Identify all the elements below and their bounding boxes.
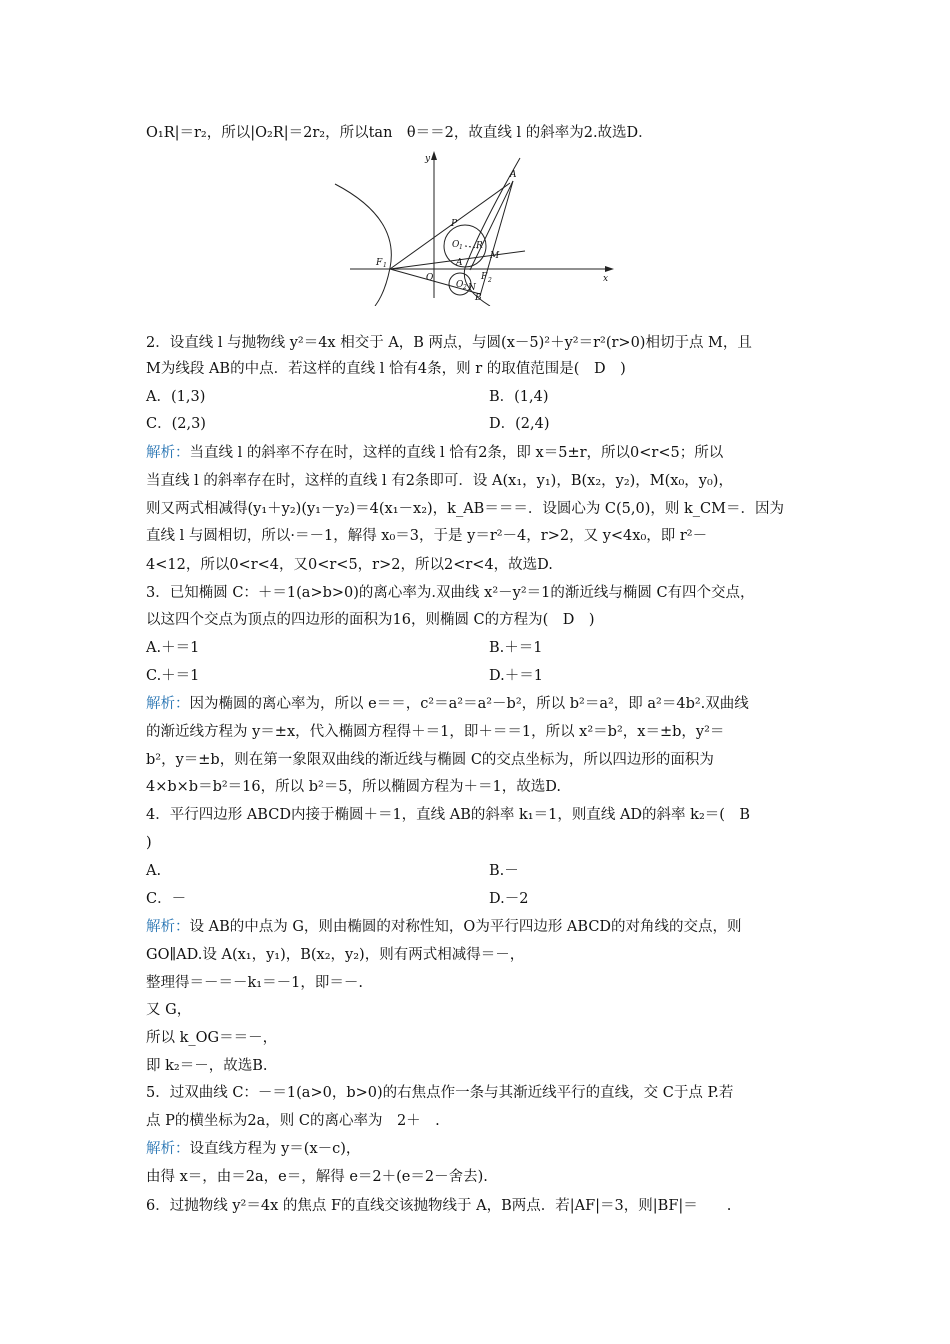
q2-solution-line-4: 直线 l 与圆相切，所以·＝－1，解得 x₀＝3，于是 y＝r²－4，r>2，又 y<4x₀，即 r²－ [146,528,708,544]
hyperbola-left-branch [335,184,391,306]
q4-solution-line-6: 即 k₂＝－，故选B. [146,1058,268,1074]
geometry-figure [330,148,630,306]
q4-solution-line-5: 所以 k_OG＝＝－， [146,1030,278,1046]
label-f1-sub: 1 [383,262,387,269]
text-line: O₁R|＝r₂，所以|O₂R|＝2r₂，所以tan θ＝＝2，故直线 l 的斜率为2.故选D． [146,125,653,141]
question-6-line-1: 6．过抛物线 y²＝4x 的焦点 F的直线交该抛物线于 A，B两点．若|AF|＝3，则|BF|＝ . [146,1198,732,1214]
question-4-line-1: 4．平行四边形 ABCD内接于椭圆＋＝1，直线 AB的斜率 k₁＝1，则直线 AD的斜率 k₂＝( B [146,807,751,823]
q3-solution-line-4: 4×b×b＝b²＝16，所以 b²＝5，所以椭圆方程为＋＝1，故选D. [146,779,562,795]
q3-option-a: A.＋＝1 [146,640,200,656]
question-5-line-1: 5．过双曲线 C：－＝1(a>0，b>0)的右焦点作一条与其渐近线平行的直线，交 C于点 P.若 [146,1085,734,1101]
label-o2: O [456,280,464,290]
question-5-line-2: 点 P的横坐标为2a，则 C的离心率为 2＋ . [146,1113,440,1129]
label-o1: O [452,240,460,250]
q5-solution-line-1 [146,1139,360,1159]
q2-option-a: A．(1,3) [146,389,206,405]
label-f2-sub: 2 [488,277,492,284]
label-r: R [476,241,483,251]
q3-solution-line-1 [146,694,749,714]
label-n: N [468,283,476,293]
label-f2: F [481,272,488,282]
q4-option-c: C．－ [146,891,187,907]
q4-option-a: A. [146,863,162,879]
q2-solution-line-2: 当直线 l 的斜率存在时，这样的直线 l 有2条即可．设 A(x₁，y₁)，B(x₂，y₂)，M(x₀，y₀)， [146,473,733,489]
label-m: M [490,251,500,261]
q4-option-b: B.－ [489,863,519,879]
solution-label: 解析： [146,919,190,935]
label-a2: A [456,258,463,268]
label-y: y [425,154,431,164]
label-a: A [510,170,517,180]
solution-label: 解析： [146,1141,190,1157]
q4-solution-line-2: GO∥AD.设 A(x₁，y₁)，B(x₂，y₂)，则有两式相减得＝－， [146,947,525,963]
q3-solution-line-3: b²，y＝±b，则在第一象限双曲线的渐近线与椭圆 C的交点坐标为，所以四边形的面积为 [146,752,714,768]
q5-solution-line-2: 由得 x＝，由＝2a，e＝，解得 e＝2＋(e＝2－舍去). [146,1169,488,1185]
q3-solution-line-2: 的渐近线方程为 y＝±x，代入椭圆方程得＋＝1，即＋＝＝1，所以 x²＝b²，x＝±b，y²＝ [146,724,725,740]
label-o: O [426,273,434,283]
label-x: x [603,274,609,284]
q4-option-d: D.－2 [489,891,529,907]
solution-text: 当直线 l 的斜率不存在时，这样的直线 l 恰有2条，即 x＝5±r，所以0<r<5；所以 [189,445,724,461]
solution-text: 因为椭圆的离心率为，所以 e＝＝，c²＝a²＝a²－b²，所以 b²＝a²，即 a²＝4b².双曲线 [189,696,749,712]
q3-option-d: D.＋＝1 [489,668,543,684]
q2-option-c: C．(2,3) [146,416,206,432]
q4-solution-line-4: 又 G， [146,1002,192,1018]
solution-label: 解析： [146,445,190,461]
question-3-line-1: 3．已知椭圆 C：＋＝1(a>b>0)的离心率为.双曲线 x²－y²＝1的渐近线与椭圆 C有四个交点， [146,585,755,601]
q3-option-c: C.＋＝1 [146,668,200,684]
solution-text: 设 AB的中点为 G，则由椭圆的对称性知，O为平行四边形 ABCD的对角线的交点，则 [189,919,742,935]
q4-solution-line-1 [146,917,742,937]
question-4-line-2: ) [146,835,152,851]
q2-solution-line-5: 4<12，所以0<r<4，又0<r<5，r>2，所以2<r<4，故选D. [146,557,553,573]
label-p: P [451,219,458,229]
q2-option-b: B．(1,4) [489,389,549,405]
question-3-line-2: 以这四个交点为顶点的四边形的面积为16，则椭圆 C的方程为( D ) [146,612,595,628]
label-o2-sub: 2 [463,284,467,291]
label-b: B [475,293,482,303]
label-f1: F [376,258,383,268]
solution-text: 设直线方程为 y＝(x－c)， [189,1141,361,1157]
q4-solution-line-3: 整理得＝－＝－k₁＝－1，即＝－. [146,975,363,991]
question-2-line-2: M为线段 AB的中点．若这样的直线 l 恰有4条，则 r 的取值范围是( D ) [146,361,626,377]
q2-solution-line-1 [146,443,723,463]
solution-label: 解析： [146,696,190,712]
q2-option-d: D．(2,4) [489,416,550,432]
label-o1-sub: 1 [459,244,463,251]
q3-option-b: B.＋＝1 [489,640,543,656]
question-2-line-1: 2．设直线 l 与抛物线 y²＝4x 相交于 A，B 两点，与圆(x－5)²＋y²＝r²(r>0)相切于点 M，且 [146,335,752,351]
q2-solution-line-3: 则又两式相减得(y₁＋y₂)(y₁－y₂)＝4(x₁－x₂)，k_AB＝＝＝．设圆心为 C(5,0)，则 k_CM＝．因为 [146,501,784,517]
